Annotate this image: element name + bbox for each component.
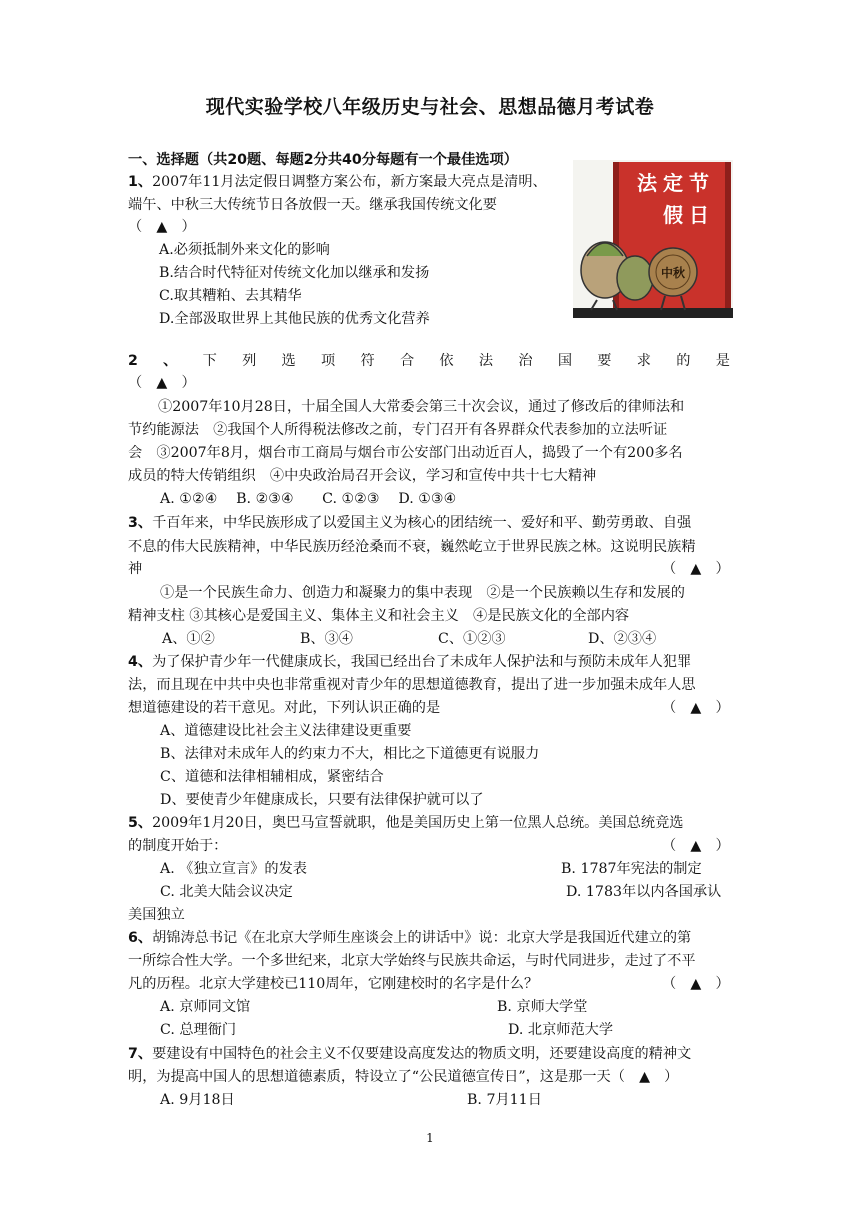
- q6-line-3: 凡的历程。北京大学建校已110周年，它刚建校时的名字是什么？: [128, 976, 539, 992]
- holiday-cartoon-image: [573, 160, 733, 318]
- q5-option-d: D. 1783年以内各国承认: [566, 884, 722, 900]
- q1-option-c: C.取其糟粕、去其精华: [159, 288, 302, 304]
- q4-option-b: B、法律对未成年人的约束力不大，相比之下道德更有说服力: [160, 746, 540, 762]
- q4-option-c: C、道德和法律相辅相成，紧密结合: [160, 769, 384, 785]
- q1-option-b: B.结合时代特征对传统文化加以继承和发扬: [159, 265, 430, 281]
- section-heading: 一、选择题（共20题、每题2分共40分每题有一个最佳选项）: [128, 152, 518, 168]
- q4-number: 4、: [128, 654, 153, 670]
- q6-line-1: 6、胡锦涛总书记《在北京大学师生座谈会上的讲话中》说：北京大学是我国近代建立的第: [128, 930, 692, 946]
- q5-option-c: C. 北美大陆会议决定: [160, 884, 293, 900]
- q2-answer-blank: （ ▲ ）: [128, 375, 196, 391]
- q3-option-d: D、②③④: [588, 631, 657, 647]
- q3-line-5: 精神支柱 ③其核心是爱国主义、集体主义和社会主义 ④是民族文化的全部内容: [128, 608, 630, 624]
- q3-number: 3、: [128, 515, 153, 531]
- q7-option-b: B. 7月11日: [467, 1092, 542, 1108]
- q5-line-1: 5、2009年1月20日，奥巴马宣誓就职，他是美国历史上第一位黑人总统。美国总统竞选: [128, 815, 684, 831]
- q6-option-d: D. 北京师范大学: [508, 1022, 614, 1038]
- svg-text:假: 假: [663, 203, 683, 227]
- svg-text:定: 定: [663, 171, 683, 195]
- q4-option-a: A、道德建设比社会主义法律建设更重要: [160, 723, 412, 739]
- q5-answer-blank: （ ▲ ）: [662, 838, 730, 854]
- q2-stem-line-2: 节约能源法 ②我国个人所得税法修改之前，专门召开有各界群众代表参加的立法听证: [128, 422, 668, 438]
- q3-answer-blank: （ ▲ ）: [662, 561, 730, 577]
- q4-line-1: 4、为了保护青少年一代健康成长，我国已经出台了未成年人保护法和与预防未成年人犯罪: [128, 654, 692, 670]
- q3-line-1: 3、千百年来，中华民族形成了以爱国主义为核心的团结统一、爱好和平、勤劳勇敢、自强: [128, 515, 692, 531]
- q1-answer-blank: （ ▲ ）: [128, 219, 196, 235]
- q3-option-c: C、①②③: [438, 631, 506, 647]
- page-title: 现代实验学校八年级历史与社会、思想品德月考试卷: [205, 96, 655, 118]
- q1-line-1: 1、2007年11月法定假日调整方案公布，新方案最大亮点是清明、: [128, 174, 547, 190]
- q5-option-a: A. 《独立宣言》的发表: [160, 861, 307, 877]
- q6-option-a: A. 京师同文馆: [160, 999, 251, 1015]
- q3-line-4: ①是一个民族生命力、创造力和凝聚力的集中表现 ②是一个民族赖以生存和发展的: [160, 585, 685, 601]
- q1-line-2: 端午、中秋三大传统节日各放假一天。继承我国传统文化要: [128, 197, 497, 213]
- q7-number: 7、: [128, 1046, 153, 1062]
- q2-question-line: 2 、 下 列 选 项 符 合 依 法 治 国 要 求 的 是: [128, 353, 730, 369]
- q5-option-d-continued: 美国独立: [128, 907, 185, 923]
- q4-line-3: 想道德建设的若干意见。对此，下列认识正确的是: [128, 700, 441, 716]
- mooncake-label: 中秋: [661, 266, 686, 280]
- q7-option-a: A. 9月18日: [160, 1092, 235, 1108]
- q6-option-b: B. 京师大学堂: [497, 999, 588, 1015]
- q2-options: A. ①②④ B. ②③④ C. ①②③ D. ①③④: [160, 491, 457, 507]
- q7-line-2: 明，为提高中国人的思想道德素质，特设立了“公民道德宣传日”，这是那一天（ ▲ ）: [128, 1069, 679, 1085]
- q6-line-2: 一所综合性大学。一个多世纪来，北京大学始终与民族共命运，与时代同进步，走过了不平: [128, 953, 696, 969]
- q5-line-2: 的制度开始于：: [128, 838, 228, 854]
- q2-stem-line-3: 会 ③2007年8月，烟台市工商局与烟台市公安部门出动近百人，捣毁了一个有200多名: [128, 445, 683, 461]
- svg-text:节: 节: [689, 171, 709, 195]
- q1-option-a: A.必须抵制外来文化的影响: [159, 242, 330, 258]
- q3-option-b: B、③④: [300, 631, 353, 647]
- q2-stem-line-4: 成员的特大传销组织 ④中央政治局召开会议，学习和宣传中共十七大精神: [128, 468, 597, 484]
- q7-line-1: 7、要建设有中国特色的社会主义不仅要建设高度发达的物质文明，还要建设高度的精神文: [128, 1046, 692, 1062]
- q1-option-d: D.全部汲取世界上其他民族的优秀文化营养: [159, 311, 430, 327]
- svg-text:法: 法: [637, 171, 657, 195]
- q2-stem-line-1: ①2007年10月28日，十届全国人大常委会第三十次会议，通过了修改后的律师法和: [158, 399, 685, 415]
- q6-answer-blank: （ ▲ ）: [662, 976, 730, 992]
- q4-line-2: 法，而且现在中共中央也非常重视对青少年的思想道德教育，提出了进一步加强未成年人思: [128, 677, 696, 693]
- holiday-cartoon-svg: [573, 160, 733, 318]
- q5-number: 5、: [128, 815, 153, 831]
- q4-answer-blank: （ ▲ ）: [662, 700, 730, 716]
- q3-line-2: 不息的伟大民族精神，中华民族历经沧桑而不衰，巍然屹立于世界民族之林。这说明民族精: [128, 539, 696, 555]
- q1-number: 1、: [128, 174, 153, 190]
- q6-number: 6、: [128, 930, 153, 946]
- page-number: 1: [426, 1131, 434, 1145]
- q3-line-3: 神: [128, 561, 143, 577]
- q5-option-b: B. 1787年宪法的制定: [561, 861, 702, 877]
- svg-text:日: 日: [689, 203, 709, 227]
- q6-option-c: C. 总理衙门: [160, 1022, 237, 1038]
- q3-option-a: A、①②: [162, 631, 215, 647]
- q4-option-d: D、要使青少年健康成长，只要有法律保护就可以了: [160, 792, 484, 808]
